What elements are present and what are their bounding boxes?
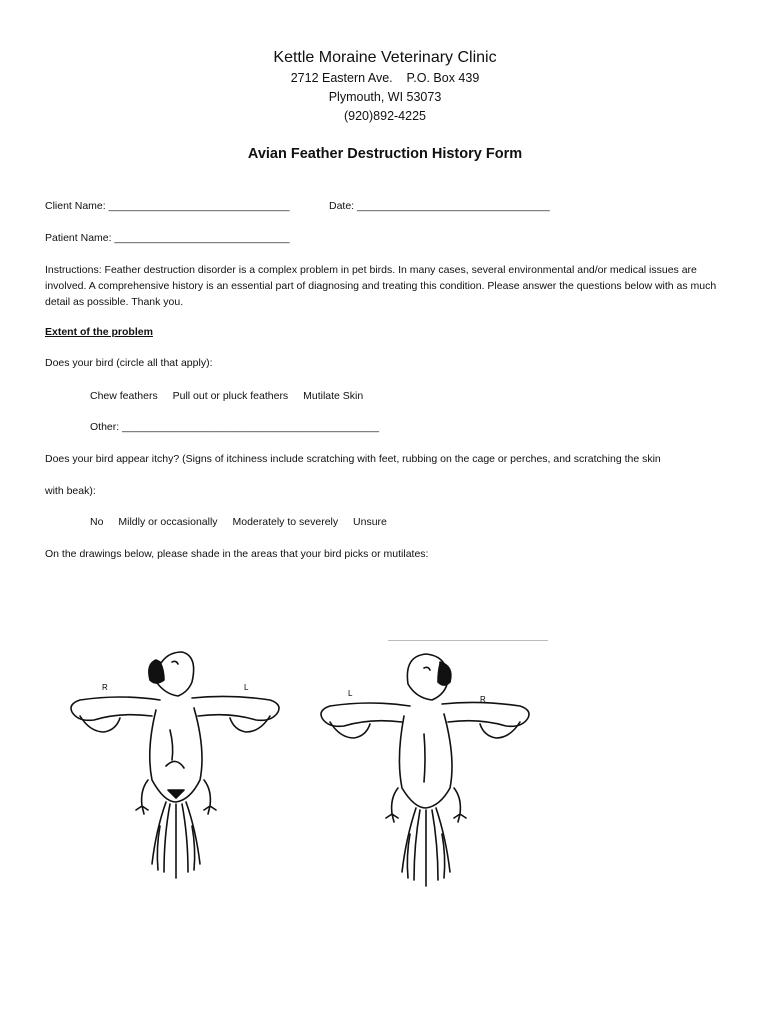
front-foot-right	[136, 780, 148, 814]
back-beak	[438, 662, 451, 685]
back-label-right: R	[480, 695, 486, 704]
clinic-address-street: 2712 Eastern Ave. P.O. Box 439	[290, 71, 480, 85]
front-eye	[172, 661, 178, 664]
option-chew-feathers[interactable]: Chew feathers	[90, 390, 158, 402]
back-tail	[402, 808, 450, 886]
client-name-field[interactable]: Client Name: _______________________________	[45, 200, 290, 212]
front-tail	[152, 802, 200, 878]
back-eye	[424, 667, 430, 670]
form-title: Avian Feather Destruction History Form	[247, 146, 523, 162]
patient-name-field[interactable]: Patient Name: ______________________________	[45, 232, 290, 244]
question-itchy-line2: with beak):	[45, 485, 96, 497]
front-wing-left	[192, 696, 279, 720]
other-behavior-field[interactable]: Other: ____________________________________________	[90, 421, 380, 433]
question-shade-areas: On the drawings below, please shade in the areas that your bird picks or mutilates:	[45, 548, 429, 560]
clinic-address-city: Plymouth, WI 53073	[328, 90, 442, 104]
front-wing-right	[71, 697, 160, 720]
bird-diagrams[interactable]	[60, 630, 580, 900]
section-heading: Extent of the problem	[45, 326, 153, 338]
back-wing-right	[442, 702, 529, 726]
instructions-text: Instructions: Feather destruction disorder is a complex problem in pet birds. In many cases, several environmental and/or medical issues are involved. A comprehensive history is an essential part of diagnosing and treating this condition. Please answer the questions below with as much detail as possible. Thank you.	[45, 264, 717, 308]
back-foot-right	[454, 788, 466, 822]
option-no[interactable]: No	[90, 516, 104, 528]
question-itchy-line1: Does your bird appear itchy? (Signs of itchiness include scratching with feet, rubbing on the cage or perches, and scratching the skin	[45, 453, 661, 465]
behavior-options	[90, 390, 375, 402]
front-body	[150, 708, 202, 802]
option-moderately[interactable]: Moderately to severely	[232, 516, 339, 528]
option-mutilate-skin[interactable]: Mutilate Skin	[303, 390, 364, 402]
front-label-left: R	[102, 683, 108, 692]
clinic-name: Kettle Moraine Veterinary Clinic	[273, 49, 497, 66]
clinic-phone: (920)892-4225	[343, 109, 426, 123]
back-wing-left	[321, 703, 410, 726]
front-label-right: L	[244, 683, 249, 692]
option-unsure[interactable]: Unsure	[353, 516, 387, 528]
back-foot-left	[386, 788, 398, 822]
front-foot-left	[204, 780, 216, 814]
date-field[interactable]: Date: _________________________________	[329, 200, 550, 212]
option-pull-pluck-feathers[interactable]: Pull out or pluck feathers	[172, 390, 289, 402]
itchy-options	[90, 516, 399, 528]
question-behavior: Does your bird (circle all that apply):	[45, 357, 213, 369]
back-label-left: L	[348, 689, 353, 698]
option-mildly[interactable]: Mildly or occasionally	[118, 516, 218, 528]
